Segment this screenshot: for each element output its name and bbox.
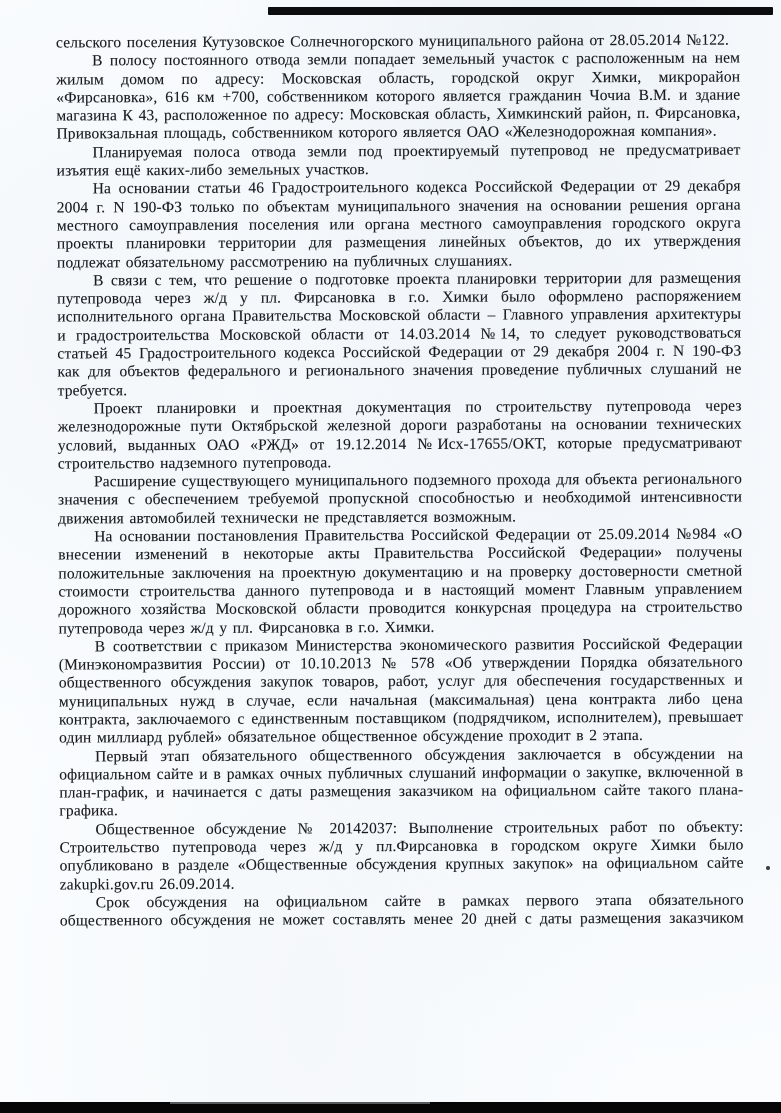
- paragraph: Срок обсуждения на официальном сайте в рамках первого этапа обязательного общественного обсуждения не может составлять менее 20 дней с даты размещения заказчиком: [59, 891, 744, 930]
- ink-speck: [766, 866, 770, 870]
- scanner-artifact-notch: [170, 1102, 430, 1104]
- paragraph: Общественное обсуждение № 20142037: Выполнение строительных работ по объекту: Строительство путепровода через ж/д у пл.Фирсановка в городском округе Химки было опубликовано в разделе «Общественные обсуждения крупных закупок» на официальном сайте zakupki.gov.ru 26.09.2014.: [59, 818, 744, 894]
- paragraph: В связи с тем, что решение о подготовке проекта планировки территории для размещения путепровода через ж/д у пл. Фирсановка в г.о. Химки было оформлено распоряжением исполнительного органа Правительства Московской области – Главного управления архитектуры и градостроительства Московской области от 14.03.2014 №14, то следует руководствоваться статьей 45 Градостроительного кодекса Российской Федерации от 29 декабря 2004 г. N 190-ФЗ как для объектов федерального и регионального значения проведение публичных слушаний не требуется.: [57, 269, 742, 400]
- paragraph: сельского поселения Кутузовское Солнечногорского муниципального района от 28.05.2014 №122.: [56, 31, 730, 52]
- document-body: [56, 32, 744, 932]
- paragraph: На основании статьи 46 Градостроительного кодекса Российской Федерации от 29 декабря 2004 г. N 190-ФЗ только по объектам муниципального значения на основании решения органа местного самоуправления поселения или органа местного самоуправления городского округа проекты планировки территории для размещения линейных объектов, до их утверждения подлежат обязательному рассмотрению на публичных слушаниях.: [56, 177, 741, 272]
- paragraph: В соответствии с приказом Министерства экономического развития Российской Федерации (Минэкономразвития России) от 10.10.2013 № 578 «Об утверждении Порядка обязательного общественного обсуждения закупок товаров, работ, услуг для обеспечения государственных и муниципальных нужд в случае, если начальная (максимальная) цена контракта либо цена контракта, заключаемого с единственным поставщиком (подрядчиком, исполнителем), превышает один миллиард рублей» обязательное общественное обсуждение проходит в 2 этапа.: [58, 635, 744, 747]
- paragraph: В полосу постоянного отвода земли попадает земельный участок с расположенным на нем жилым домом по адресу: Московская область, городской округ Химки, микрорайон «Фирсановка», 616 км +700, собственником которого является гражданин Чочиа В.М. и здание магазина К 43, расположенное по адресу: Московская область, Химкинский район, п. Фирсановка, Привокзальная площадь, собственником которого является ОАО «Железнодорожная компания».: [56, 49, 741, 143]
- paragraph: Первый этап обязательного общественного обсуждения заключается в обсуждении на официальном сайте и в рамках очных публичных слушаний информации о закупке, включенной в план-график, и начинается с даты размещения заказчиком на официальном сайте такого плана-графика.: [59, 745, 744, 820]
- paragraph: Планируемая полоса отвода земли под проектируемый путепровод не предусматривает изъятия ещё каких-либо земельных участков.: [56, 141, 741, 180]
- paragraph: Проект планировки и проектная документация по строительству путепровода через железнодорожные пути Октябрьской железной дороги разработаны на основании технических условий, выданных ОАО «РЖД» от 19.12.2014 №Исх-17655/ОКТ, которые предусматривают строительство надземного путепровода.: [57, 397, 742, 473]
- paragraph: На основании постановления Правительства Российской Федерации от 25.09.2014 №984 «О внесении изменений в некоторые акты Правительства Российской Федерации» получены положительные заключения на проектную документацию и на проверку достоверности сметной стоимости строительства данного путепровода и в настоящий момент Главным управлением дорожного хозяйства Московской области проводится конкурсная процедура на строительство путепровода через ж/д у пл. Фирсановка в г.о. Химки.: [58, 525, 743, 637]
- paragraph: Расширение существующего муниципального подземного прохода для объекта регионального значения с обеспечением требуемой пропускной способностью и необходимой интенсивности движения автомобилей технически не представляется возможным.: [57, 470, 743, 528]
- scanner-artifact-bar-top: [268, 7, 773, 15]
